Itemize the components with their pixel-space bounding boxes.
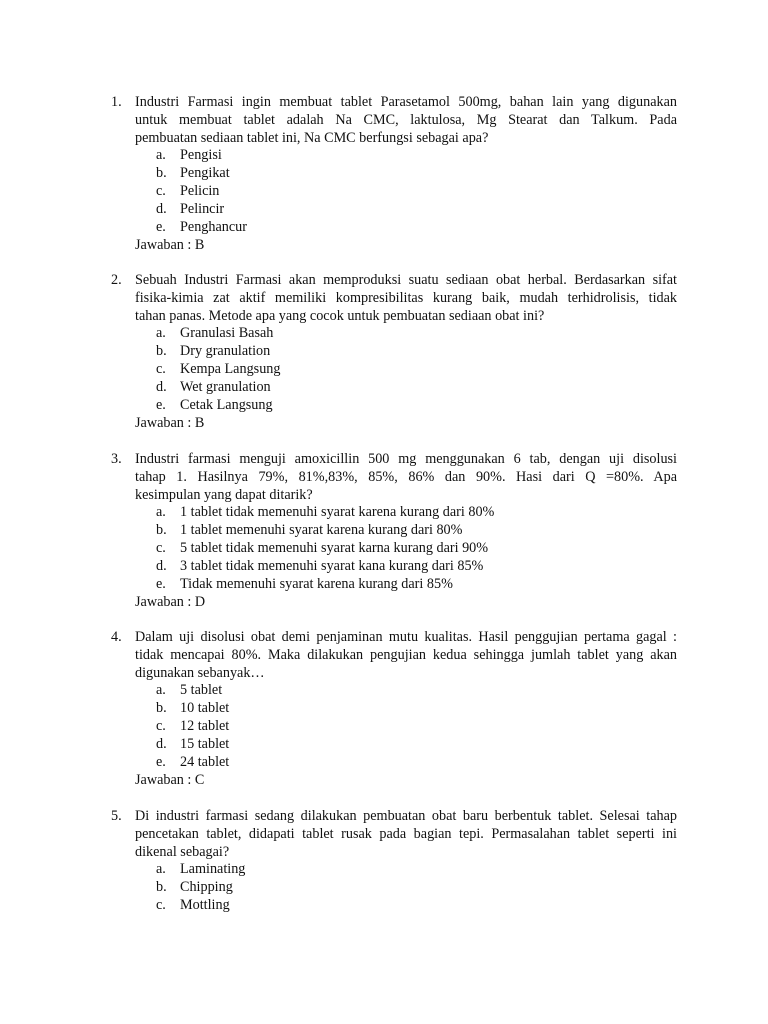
option-text: Wet granulation <box>180 379 271 395</box>
option-letter: a. <box>156 682 166 698</box>
option-letter: e. <box>156 576 166 592</box>
question-text <box>135 451 677 504</box>
option-c <box>0 361 768 379</box>
option-a <box>0 147 768 165</box>
option-letter: c. <box>156 718 166 734</box>
question-number: 5. <box>111 808 122 824</box>
question-line: fisika-kimia zat aktif memiliki kompresibilitas kurang baik, mudah terhidrolisis, tidak <box>135 289 677 306</box>
option-letter: c. <box>156 540 166 556</box>
option-c <box>0 897 768 915</box>
option-e <box>0 219 768 237</box>
question-number: 3. <box>111 451 122 467</box>
option-text: Mottling <box>180 897 230 913</box>
question-line: Industri farmasi menguji amoxicillin 500 mg menggunakan 6 tab, dengan uji disolusi <box>135 451 677 467</box>
option-text: Pelicin <box>180 183 220 199</box>
option-a <box>0 682 768 700</box>
option-d <box>0 558 768 576</box>
option-text: Cetak Langsung <box>180 397 273 413</box>
option-b <box>0 522 768 540</box>
option-letter: a. <box>156 147 166 163</box>
option-text: 15 tablet <box>180 736 230 752</box>
option-text: 1 tablet tidak memenuhi syarat karena kurang dari 80% <box>180 504 495 520</box>
option-d <box>0 736 768 754</box>
option-letter: d. <box>156 201 167 217</box>
option-text: Penghancur <box>180 219 247 235</box>
option-text: 3 tablet tidak memenuhi syarat kana kurang dari 85% <box>180 558 484 574</box>
option-c <box>0 183 768 201</box>
question-line: digunakan sebanyak… <box>135 664 265 681</box>
question-text <box>135 808 677 861</box>
option-text: 5 tablet tidak memenuhi syarat karna kurang dari 90% <box>180 540 489 556</box>
answer-key: Jawaban : B <box>135 237 205 253</box>
answer-key: Jawaban : C <box>135 772 205 788</box>
question-line: pencetakan tablet, didapati tablet rusak pada bagian tepi. Permasalahan tablet seperti ini <box>135 825 677 842</box>
option-a <box>0 861 768 879</box>
option-letter: b. <box>156 343 167 359</box>
option-letter: e. <box>156 219 166 235</box>
answer-key: Jawaban : B <box>135 415 205 431</box>
option-text: 1 tablet memenuhi syarat karena kurang dari 80% <box>180 522 463 538</box>
option-text: Kempa Langsung <box>180 361 281 377</box>
question-text <box>135 94 677 147</box>
question-line: dikenal sebagai? <box>135 843 230 860</box>
option-c <box>0 718 768 736</box>
option-d <box>0 201 768 219</box>
option-text: Granulasi Basah <box>180 325 274 341</box>
option-text: Pengisi <box>180 147 222 163</box>
option-b <box>0 879 768 897</box>
question-line: tidak mencapai 80%. Maka dilakukan pengujian kedua sehingga jumlah tablet yang akan <box>135 646 677 663</box>
question-number: 2. <box>111 272 122 288</box>
option-letter: c. <box>156 897 166 913</box>
question-line: Sebuah Industri Farmasi akan memproduksi suatu sediaan obat herbal. Berdasarkan sifat <box>135 272 677 288</box>
option-e <box>0 576 768 594</box>
question-text <box>135 629 677 682</box>
option-b <box>0 343 768 361</box>
option-letter: c. <box>156 183 166 199</box>
option-text: 24 tablet <box>180 754 230 770</box>
option-letter: a. <box>156 504 166 520</box>
option-letter: b. <box>156 165 167 181</box>
option-c <box>0 540 768 558</box>
option-letter: d. <box>156 558 167 574</box>
option-text: 10 tablet <box>180 700 230 716</box>
option-b <box>0 700 768 718</box>
question-number: 4. <box>111 629 122 645</box>
option-letter: e. <box>156 754 166 770</box>
option-e <box>0 754 768 772</box>
option-letter: b. <box>156 879 167 895</box>
question-line: tahan panas. Metode apa yang cocok untuk pembuatan sediaan obat ini? <box>135 307 545 324</box>
question-line: kesimpulan yang dapat ditarik? <box>135 486 313 503</box>
option-letter: d. <box>156 379 167 395</box>
question-line: untuk membuat tablet adalah Na CMC, laktulosa, Mg Stearat dan Talkum. Pada <box>135 111 677 128</box>
question-line: tahap 1. Hasilnya 79%, 81%,83%, 85%, 86% dan 90%. Hasi dari Q =80%. Apa <box>135 468 677 485</box>
option-letter: a. <box>156 325 166 341</box>
option-letter: c. <box>156 361 166 377</box>
option-letter: b. <box>156 522 167 538</box>
question-line: Di industri farmasi sedang dilakukan pembuatan obat baru berbentuk tablet. Selesai tahap <box>135 808 677 824</box>
option-text: Laminating <box>180 861 246 877</box>
option-text: Chipping <box>180 879 233 895</box>
option-text: 5 tablet <box>180 682 223 698</box>
option-letter: d. <box>156 736 167 752</box>
option-text: Pelincir <box>180 201 225 217</box>
question-line: Dalam uji disolusi obat demi penjaminan mutu kualitas. Hasil penggujian pertama gagal : <box>135 629 677 645</box>
option-text: Dry granulation <box>180 343 271 359</box>
question-line: pembuatan sediaan tablet ini, Na CMC berfungsi sebagai apa? <box>135 129 489 146</box>
option-b <box>0 165 768 183</box>
option-text: Pengikat <box>180 165 230 181</box>
option-a <box>0 504 768 522</box>
answer-key: Jawaban : D <box>135 594 206 610</box>
option-text: Tidak memenuhi syarat karena kurang dari 85% <box>180 576 453 592</box>
option-text: 12 tablet <box>180 718 230 734</box>
option-letter: a. <box>156 861 166 877</box>
question-number: 1. <box>111 94 122 110</box>
option-letter: e. <box>156 397 166 413</box>
question-line: Industri Farmasi ingin membuat tablet Parasetamol 500mg, bahan lain yang digunakan <box>135 94 677 110</box>
option-d <box>0 379 768 397</box>
question-text <box>135 272 677 325</box>
option-a <box>0 325 768 343</box>
option-e <box>0 397 768 415</box>
option-letter: b. <box>156 700 167 716</box>
